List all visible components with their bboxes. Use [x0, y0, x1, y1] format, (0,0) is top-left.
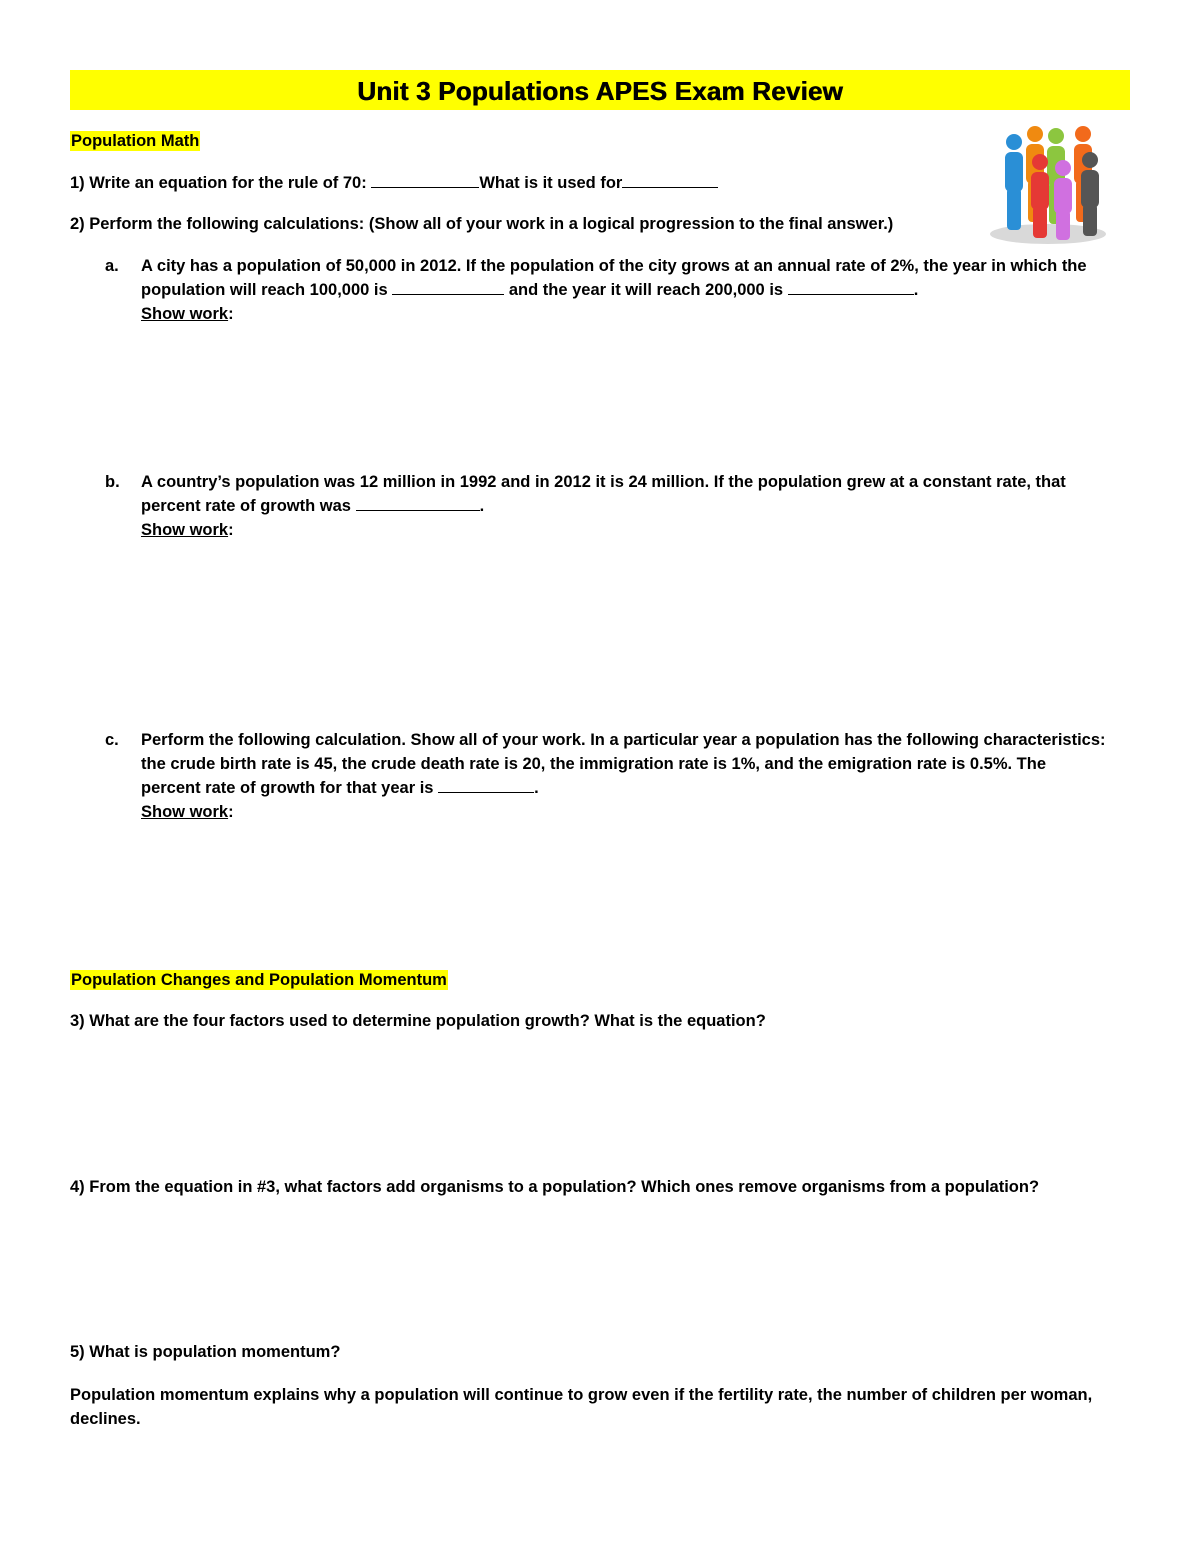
person-icon [1031, 154, 1049, 238]
page-title: Unit 3 Populations APES Exam Review [357, 76, 843, 106]
item-a-line-2-pre: population will reach 100,000 is [141, 281, 388, 299]
answer-blank [371, 171, 479, 188]
item-b-show-work [141, 518, 234, 542]
item-a-line-2-end: . [913, 281, 919, 299]
section-heading-text: Population Math [71, 132, 200, 150]
question-5-answer-line-1: Population momentum explains why a population will continue to grow even if the fertility rate, the number of children per woman, [70, 1386, 1093, 1404]
answer-blank [392, 278, 504, 295]
item-a-line-2 [141, 278, 918, 302]
item-c-line-1: Perform the following calculation. Show all of your work. In a particular year a population has the following characteristics: [141, 731, 1106, 749]
item-b-line-1: A country’s population was 12 million in 1992 and in 2012 it is 24 million. If the population grew at a constant rate, that [141, 473, 1066, 491]
item-a-line-1: A city has a population of 50,000 in 2012. If the population of the city grows at an annual rate of 2%, the year in which the [141, 257, 1087, 275]
answer-blank [788, 278, 914, 295]
item-b-line-2-end: . [479, 497, 485, 515]
show-work-label: Show work [141, 521, 229, 539]
question-3: 3) What are the four factors used to determine population growth? What is the equation? [70, 1012, 766, 1030]
question-1-prefix: 1) Write an equation for the rule of 70: [70, 174, 367, 192]
show-work-label: Show work [141, 803, 229, 821]
question-5: 5) What is population momentum? [70, 1343, 341, 1361]
item-c-line-3 [141, 776, 539, 800]
section-heading-population-changes [70, 968, 448, 992]
item-c-line-3-end: . [534, 779, 539, 797]
show-work-colon: : [228, 803, 234, 821]
item-letter-b: b. [105, 473, 120, 491]
title-banner [70, 70, 1130, 110]
person-icon [1005, 134, 1023, 230]
item-b-line-2-pre: percent rate of growth was [141, 497, 351, 515]
question-1 [70, 171, 718, 195]
answer-blank [438, 776, 534, 793]
item-b-line-2 [141, 494, 484, 518]
answer-blank [622, 171, 718, 188]
show-work-colon: : [228, 521, 234, 539]
person-icon [1054, 160, 1072, 240]
item-c-line-3-pre: percent rate of growth for that year is [141, 779, 434, 797]
people-group-icon [986, 122, 1110, 250]
person-icon [1081, 152, 1099, 236]
item-a-show-work [141, 302, 234, 326]
item-a-line-2-mid: and the year it will reach 200,000 is [508, 281, 784, 299]
item-c-show-work [141, 800, 234, 824]
question-4: 4) From the equation in #3, what factors add organisms to a population? Which ones remove organisms from a population? [70, 1178, 1040, 1196]
question-2: 2) Perform the following calculations: (Show all of your work in a logical progression to the final answer.) [70, 215, 894, 233]
section-heading-population-math [70, 129, 200, 153]
show-work-label: Show work [141, 305, 229, 323]
question-5-answer-line-2: declines. [70, 1410, 141, 1428]
section-heading-text: Population Changes and Population Momentum [71, 971, 447, 989]
item-c-line-2: the crude birth rate is 45, the crude death rate is 20, the immigration rate is 1%, and the emigration rate is 0.5%. The [141, 755, 1047, 773]
show-work-colon: : [228, 305, 234, 323]
item-letter-a: a. [105, 257, 119, 275]
answer-blank [356, 494, 480, 511]
item-letter-c: c. [105, 731, 119, 749]
question-1-middle: What is it used for [479, 174, 623, 192]
